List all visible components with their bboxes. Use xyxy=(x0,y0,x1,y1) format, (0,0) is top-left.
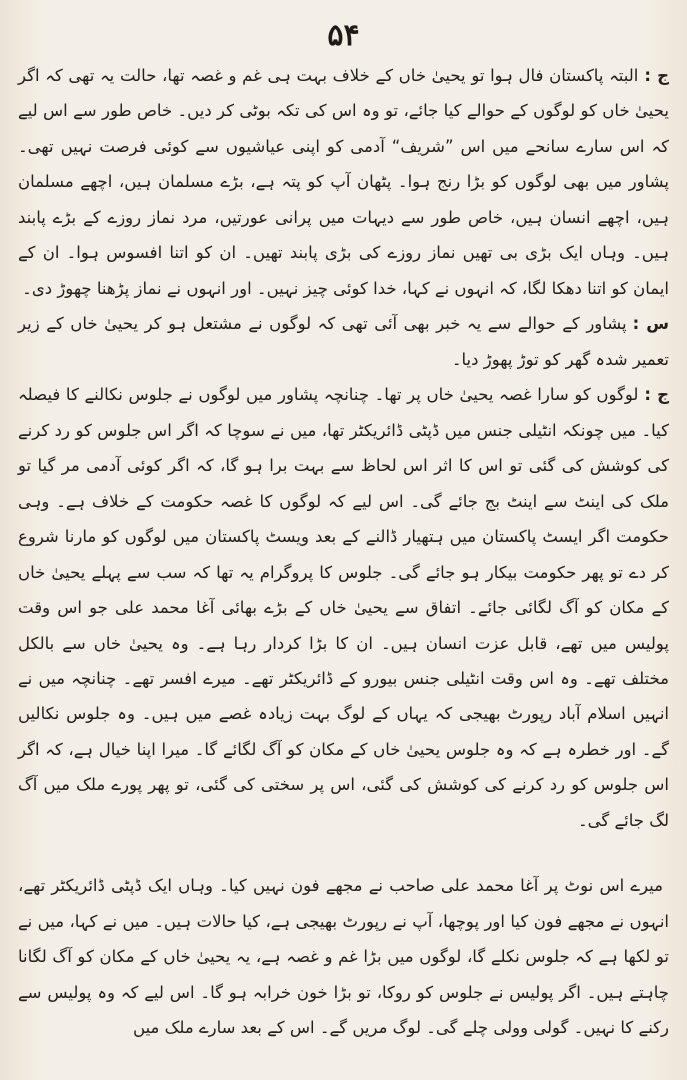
speaker-label: ج : xyxy=(644,66,669,85)
paragraph-text: البتہ پاکستان فال ہوا تو یحییٰ خاں کے خلاف بہت ہی غم و غصہ تھا، حالت یہ تھی کہ اگر یحییٰ خاں کو لوگوں کے حوالے کیا جائے، تو وہ اس کی تکہ بوٹی کر دیں۔ خاص طور سے اس لیے کہ اس سارے سانحے میں اس ”شریف“ آدمی کو اپنی عیاشیوں سے کوئی فرصت نہیں تھی۔ پشاور میں بھی لوگوں کو بڑا رنج ہوا۔ پٹھان آپ کو پتہ ہے، بڑے مسلمان ہیں، اچھے مسلمان ہیں، اچھے انسان ہیں، خاص طور سے دیہات میں پرانی عورتیں، مرد نماز روزے کے بڑے پابند ہیں۔ وہاں ایک بڑی بی تھیں نماز روزے کی بڑی پابند تھیں۔ ان کو اتنا افسوس ہوا۔ ان کے ایمان کو اتنا دھکا لگا، کہ انہوں نے کہا، خدا کوئی چیز نہیں۔ اور انہوں نے نماز پڑھنا چھوڑ دی۔ xyxy=(18,66,669,298)
paragraph-3 xyxy=(18,377,669,838)
paragraph-1 xyxy=(18,58,669,306)
paragraph-text: پشاور کے حوالے سے یہ خبر بھی آئی تھی کہ لوگوں نے مشتعل ہو کر یحییٰ خاں کے زیر تعمیر شدہ گھر کو توڑ پھوڑ دیا۔ xyxy=(18,314,669,369)
paragraph-4 xyxy=(18,868,669,1045)
page-body-text xyxy=(18,58,669,1060)
paragraph-text: لوگوں کو سارا غصہ یحییٰ خاں پر تھا۔ چنانچہ پشاور میں لوگوں نے جلوس نکالنے کا فیصلہ کیا۔ میں چونکہ انٹیلی جنس میں ڈپٹی ڈائریکٹر تھا، میں نے سوچا کہ اگر اس جلوس کو رد کرنے کی کوشش کی گئی تو اس کا اثر اس لحاظ سے بہت برا ہو گا، کہ اگر کوئی آدمی مر گیا تو ملک کی اینٹ سے اینٹ بج جائے گی۔ اس لیے کہ لوگوں کا غصہ حکومت کے خلاف ہے۔ وہی حکومت اگر ایسٹ پاکستان میں ہتھیار ڈالنے کے بعد ویسٹ پاکستان میں لوگوں کو مارنا شروع کر دے تو پھر حکومت بیکار ہو جائے گی۔ جلوس کا پروگرام یہ تھا کہ سب سے پہلے یحییٰ خاں کے مکان کو آگ لگائی جائے۔ اتفاق سے یحییٰ خاں کے بڑے بھائی آغا محمد علی جو اس وقت پولیس میں تھے، قابل عزت انسان ہیں۔ ان کا بڑا کردار رہا ہے۔ وہ یحییٰ خاں سے بالکل مختلف تھے۔ وہ اس وقت انٹیلی جنس بیورو کے ڈائریکٹر تھے۔ میرے افسر تھے۔ چنانچہ میں نے انہیں اسلام آباد رپورٹ بھیجی کہ یہاں کے لوگ بہت زیادہ غصے میں ہیں۔ وہ جلوس نکالیں گے۔ اور خطرہ ہے کہ وہ جلوس یحییٰ خاں کے مکان کو آگ لگائے گا۔ میرا اپنا خیال ہے، کہ اگر اس جلوس کو رد کرنے کی کوشش کی گئی، اس پر سختی کی گئی، تو پھر پورے ملک میں آگ لگ جائے گی۔ xyxy=(18,385,669,830)
page-number: ۵۴ xyxy=(327,18,360,53)
paragraph-2 xyxy=(18,306,669,377)
speaker-label: س : xyxy=(632,314,669,334)
paragraph-text: میرے اس نوٹ پر آغا محمد علی صاحب نے مجھے فون نہیں کیا۔ وہاں ایک ڈپٹی ڈائریکٹر تھے، انہوں نے مجھے فون کیا اور پوچھا، آپ نے رپورٹ بھیجی ہے، کیا حالات ہیں۔ میں نے کہا، میں نے تو لکھا ہے کہ جلوس نکلے گا، لوگوں میں بڑا غم و غصہ ہے، یہ یحییٰ خاں کے مکان کو آگ لگانا چاہتے ہیں۔ اگر پولیس نے جلوس کو روکا، تو بڑا خون خرابہ ہو گا۔ اس لیے کہ وہ پولیس سے رکنے کا نہیں۔ گولی وولی چلے گی۔ لوگ مریں گے۔ اس کے بعد سارے ملک میں xyxy=(18,876,669,1038)
speaker-label: ج : xyxy=(644,385,670,405)
